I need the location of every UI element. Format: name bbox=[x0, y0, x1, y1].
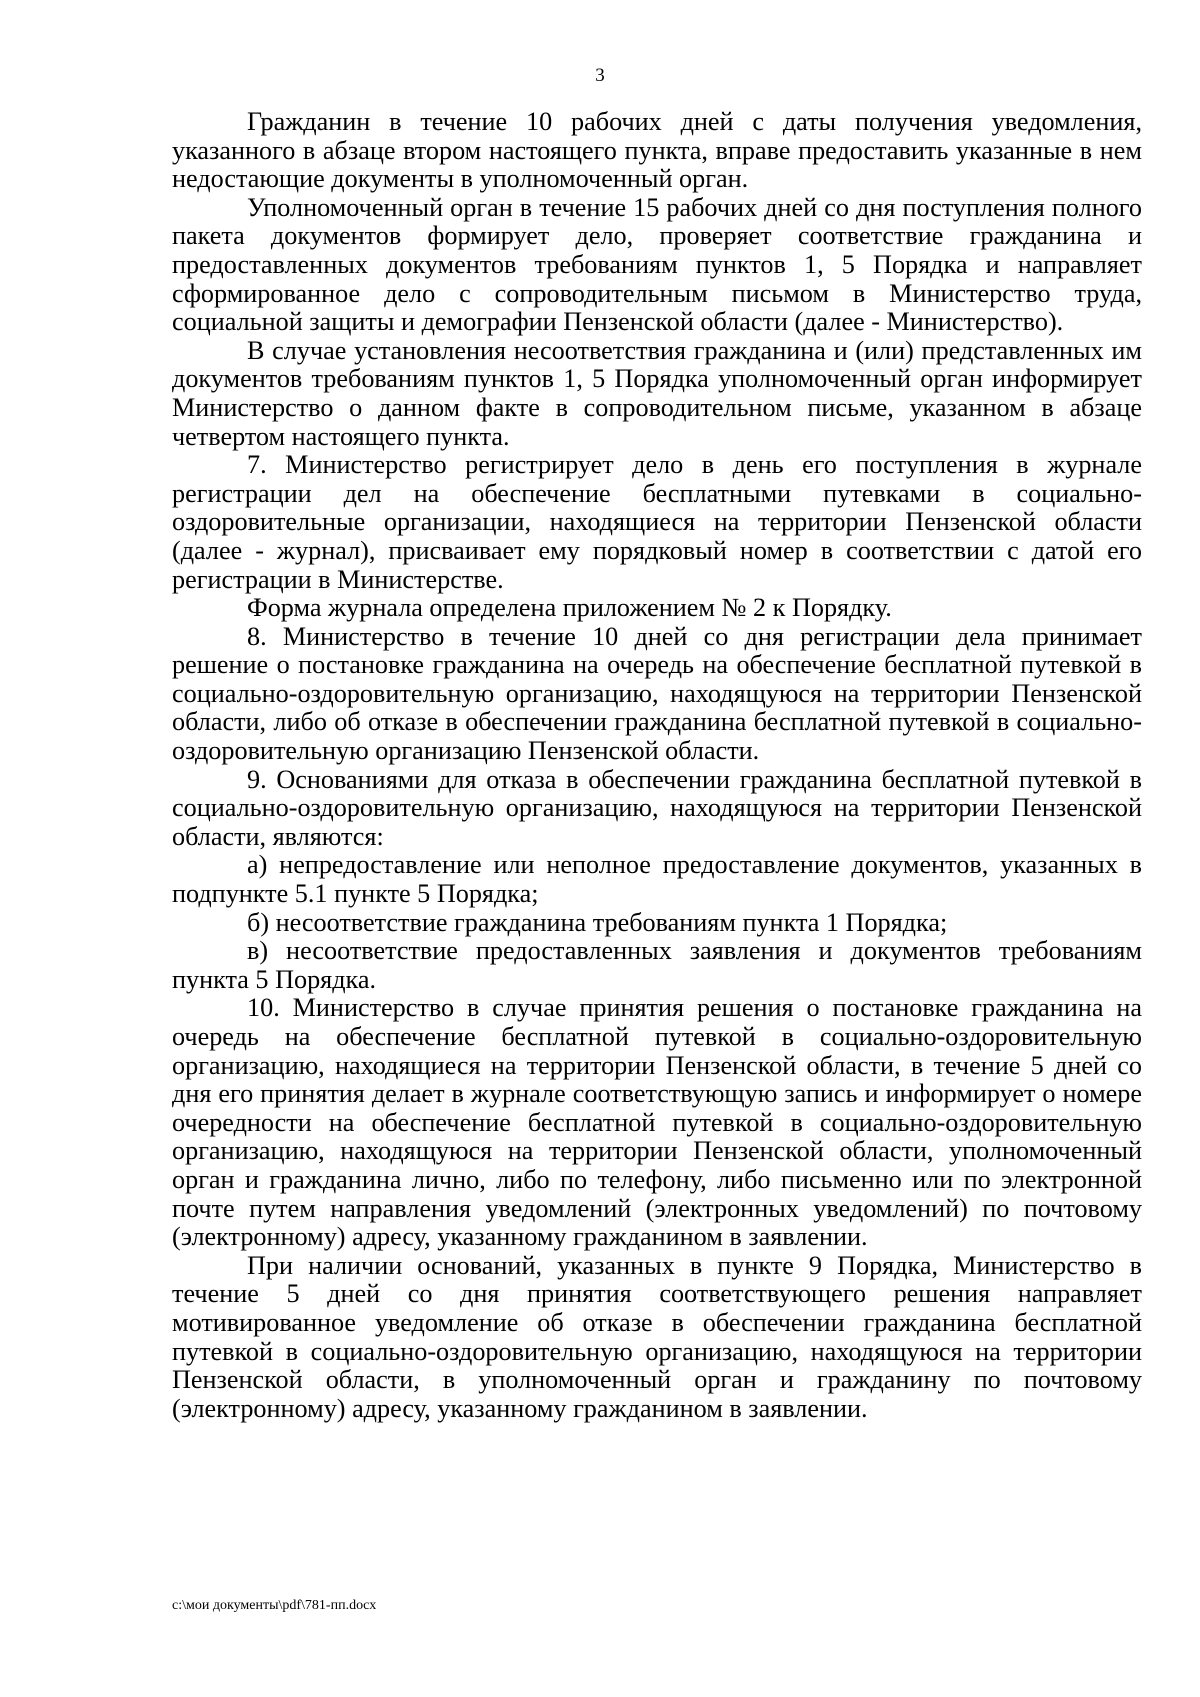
paragraph: Форма журнала определена приложением № 2 к Порядку. bbox=[247, 593, 892, 623]
paragraph: 7. Министерство регистрирует дело в день его поступления в журнале регистрации дел на обеспечение бесплатными путевками в социально-оздоровительные организации, находящиеся на территории Пензенской области (далее - журнал), присваивает ему порядковый номер в соответствии с датой его регистрации в Министерстве. bbox=[172, 450, 1142, 594]
paragraph: В случае установления несоответствия гражданина и (или) представленных им документов требованиям пунктов 1, 5 Порядка уполномоченный орган информирует Министерство о данном факте в сопроводительном письме, указанном в абзаце четвертом настоящего пункта. bbox=[172, 335, 1142, 451]
list-item: в) несоответствие предоставленных заявления и документов требованиям пункта 5 Порядка. bbox=[172, 936, 1142, 994]
file-path-footer: c:\мои документы\pdf\781-пп.docx bbox=[172, 1598, 377, 1613]
paragraph: 8. Министерство в течение 10 дней со дня регистрации дела принимает решение о постановке гражданина на очередь на обеспечение бесплатной путевкой в социально-оздоровительную организацию, находящуюся на территории Пензенской области, либо об отказе в обеспечении гражданина бесплатной путевкой в социально-оздоровительную организацию Пензенской области. bbox=[172, 621, 1142, 766]
list-item: а) непредоставление или неполное предоставление документов, указанных в подпункте 5.1 пункте 5 Порядка; bbox=[172, 850, 1142, 909]
paragraph: При наличии оснований, указанных в пункте 9 Порядка, Министерство в течение 5 дней со дня принятия соответствующего решения направляет мотивированное уведомление об отказе в обеспечении гражданина бесплатной путевкой в социально-оздоровительную организацию, находящуюся на территории Пензенской области, в уполномоченный орган и гражданину по почтовому (электронному) адресу, указанному гражданином в заявлении. bbox=[172, 1250, 1142, 1423]
page-number: 3 bbox=[595, 65, 605, 86]
paragraph: 10. Министерство в случае принятия решения о постановке гражданина на очередь на обеспечение бесплатной путевкой в социально-оздоровительную организацию, находящиеся на территории Пензенской области, в течение 5 дней со дня его принятия делает в журнале соответствующую запись и информирует о номере очередности на обеспечение бесплатной путевкой в социально-оздоровительную организацию, находящуюся на территории Пензенской области, уполномоченный орган и гражданина лично, либо по телефону, либо письменно или по электронной почте путем направления уведомлений (электронных уведомлений) по почтовому (электронному) адресу, указанному гражданином в заявлении. bbox=[172, 993, 1142, 1252]
paragraph: 9. Основаниями для отказа в обеспечении гражданина бесплатной путевкой в социально-оздоровительную организацию, находящуюся на территории Пензенской области, являются: bbox=[172, 764, 1142, 851]
paragraph: Уполномоченный орган в течение 15 рабочих дней со дня поступления полного пакета документов формирует дело, проверяет соответствие гражданина и предоставленных документов требованиям пунктов 1, 5 Порядка и направляет сформированное дело с сопроводительным письмом в Министерство труда, социальной защиты и демографии Пензенской области (далее - Министерство). bbox=[172, 192, 1142, 337]
paragraph: Гражданин в течение 10 рабочих дней с даты получения уведомления, указанного в абзаце втором настоящего пункта, вправе предоставить указанные в нем недостающие документы в уполномоченный орган. bbox=[172, 107, 1142, 194]
document-body bbox=[172, 108, 1142, 1423]
list-item: б) несоответствие гражданина требованиям пункта 1 Порядка; bbox=[247, 907, 948, 937]
